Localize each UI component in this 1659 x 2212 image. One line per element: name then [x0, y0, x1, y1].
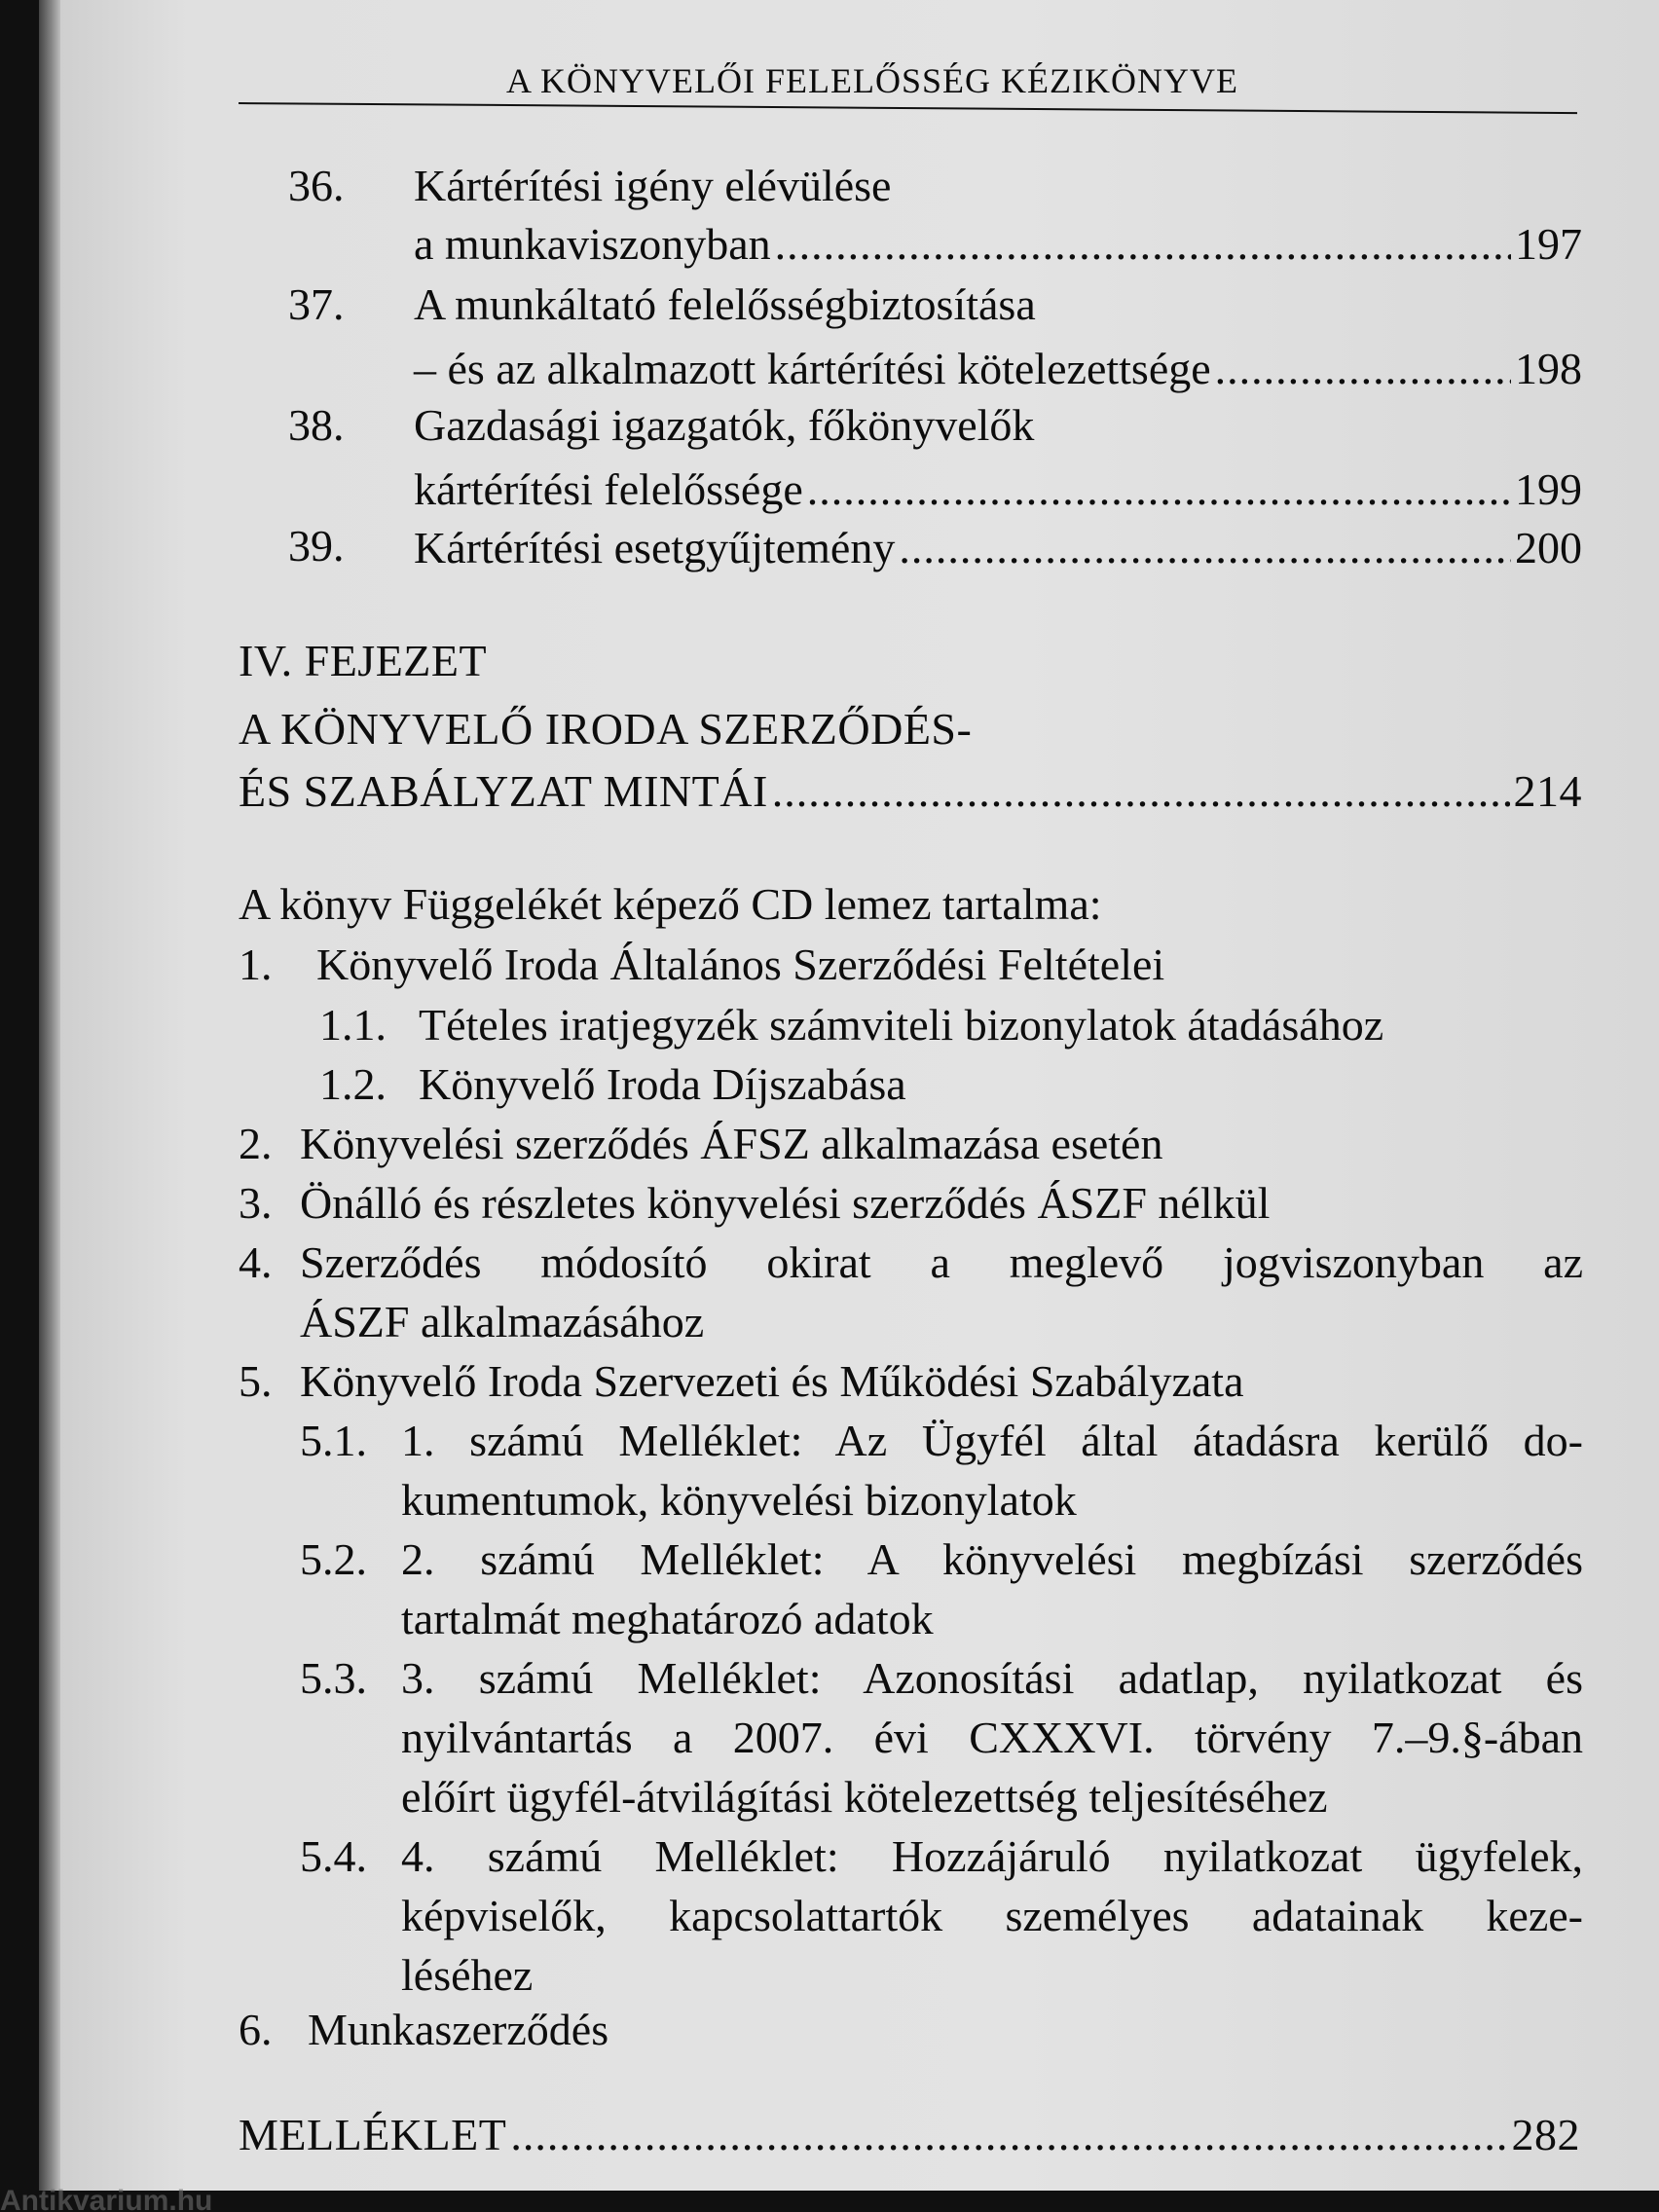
cd-item-number: 3.	[239, 1178, 273, 1228]
entry-36-number: 36.	[288, 161, 345, 210]
chapter-title-line1: A KÖNYVELŐ IRODA SZERZŐDÉS-	[239, 704, 973, 754]
cd-subitem-text: 4. számú Melléklet: Hozzájáruló nyilatkozat ügyfelek,	[401, 1831, 1583, 1881]
entry-37-title: A munkáltató felelősségbiztosítása	[414, 279, 1036, 329]
chapter-label: IV. FEJEZET	[239, 636, 488, 685]
entry-39-number: 39.	[288, 521, 345, 571]
leader-dots	[1215, 347, 1511, 391]
cd-subitem-number: 5.1.	[300, 1416, 367, 1465]
cd-item-number: 1.	[239, 940, 273, 989]
entry-38-title-cont: kártérítési felelőssége	[414, 464, 803, 514]
leader-dots	[775, 222, 1511, 267]
page-edge	[39, 0, 60, 2191]
chapter-title-line2: ÉS SZABÁLYZAT MINTÁI	[239, 766, 768, 816]
cd-item-text: Könyvelő Iroda Általános Szerződési Feltételei	[316, 940, 1165, 989]
entry-36-page: 197	[1515, 219, 1582, 269]
cd-subitem-text: Tételes iratjegyzék számviteli bizonylatok átadásához	[419, 1000, 1384, 1050]
cd-item-text: Könyvelő Iroda Szervezeti és Működési Szabályzata	[300, 1356, 1244, 1406]
entry-37-number: 37.	[288, 279, 345, 329]
cd-subitem-text: Könyvelő Iroda Díjszabása	[419, 1059, 906, 1109]
cd-intro: A könyv Függelékét képező CD lemez tartalma:	[239, 879, 1102, 929]
cd-item-text-cont: ÁSZF alkalmazásához	[300, 1297, 705, 1346]
entry-38-title: Gazdasági igazgatók, főkönyvelők	[414, 400, 1035, 450]
cd-item-number: 2.	[239, 1119, 273, 1168]
cd-subitem-text: 1. számú Melléklet: Az Ügyfél által átadásra kerülő do-	[401, 1416, 1583, 1465]
cd-item-text: Munkaszerződés	[308, 2005, 609, 2054]
cd-item-text: Önálló és részletes könyvelési szerződés ÁSZF nélkül	[300, 1178, 1271, 1228]
entry-39-title: Kártérítési esetgyűjtemény	[414, 523, 896, 572]
entry-38-page: 199	[1515, 464, 1582, 514]
cd-item-number: 5.	[239, 1356, 273, 1406]
entry-37-row[interactable]	[414, 344, 1582, 393]
cd-subitem-text-cont: előírt ügyfél-átvilágítási kötelezettség teljesítéséhez	[401, 1772, 1328, 1822]
cd-subitem-text: 2. számú Melléklet: A könyvelési megbízási szerződés	[401, 1534, 1583, 1584]
entry-39-page: 200	[1515, 523, 1582, 572]
cd-subitem-text-cont: kumentumok, könyvelési bizonylatok	[401, 1475, 1077, 1525]
entry-38-number: 38.	[288, 400, 345, 450]
entry-36-row[interactable]	[414, 219, 1582, 269]
chapter-row[interactable]	[239, 766, 1582, 816]
running-header: A KÖNYVELŐI FELELŐSSÉG KÉZIKÖNYVE	[506, 61, 1238, 100]
appendix-page: 282	[1511, 2110, 1580, 2159]
cd-item-number: 4.	[239, 1237, 273, 1287]
cd-subitem-number: 5.2.	[300, 1534, 367, 1584]
entry-36-title: Kártérítési igény elévülése	[414, 161, 892, 210]
leader-dots	[807, 467, 1511, 512]
entry-38-row[interactable]	[414, 464, 1582, 514]
cd-subitem-text-cont: képviselők, kapcsolattartók személyes adatainak keze-	[401, 1891, 1583, 1940]
leader-dots	[772, 769, 1510, 814]
cd-subitem-text-cont: nyilvántartás a 2007. évi CXXXVI. törvény 7.–9.§-ában	[401, 1713, 1583, 1762]
entry-39-row[interactable]	[414, 523, 1582, 572]
cd-subitem-number: 5.4.	[300, 1831, 367, 1881]
cd-subitem-text: 3. számú Melléklet: Azonosítási adatlap, nyilatkozat és	[401, 1653, 1583, 1703]
cd-subitem-text-cont: tartalmát meghatározó adatok	[401, 1594, 934, 1643]
appendix-row[interactable]	[239, 2110, 1580, 2159]
entry-37-page: 198	[1515, 344, 1582, 393]
cd-subitem-number: 5.3.	[300, 1653, 367, 1703]
cd-subitem-number: 1.2.	[319, 1059, 387, 1109]
cd-item-text: Szerződés módosító okirat a meglevő jogviszonyban az	[300, 1237, 1583, 1287]
entry-37-title-cont: – és az alkalmazott kártérítési kötelezettsége	[414, 344, 1211, 393]
appendix-label: MELLÉKLET	[239, 2110, 507, 2159]
leader-dots	[510, 2113, 1507, 2157]
chapter-page: 214	[1513, 766, 1582, 816]
watermark: Antikvarium.hu	[0, 2185, 213, 2212]
leader-dots	[899, 526, 1511, 571]
cd-item-text: Könyvelési szerződés ÁFSZ alkalmazása esetén	[300, 1119, 1163, 1168]
cd-subitem-number: 1.1.	[319, 1000, 387, 1050]
cd-subitem-text-cont: léséhez	[401, 1950, 534, 2000]
cd-item-number: 6.	[239, 2005, 273, 2054]
entry-36-title-cont: a munkaviszonyban	[414, 219, 771, 269]
